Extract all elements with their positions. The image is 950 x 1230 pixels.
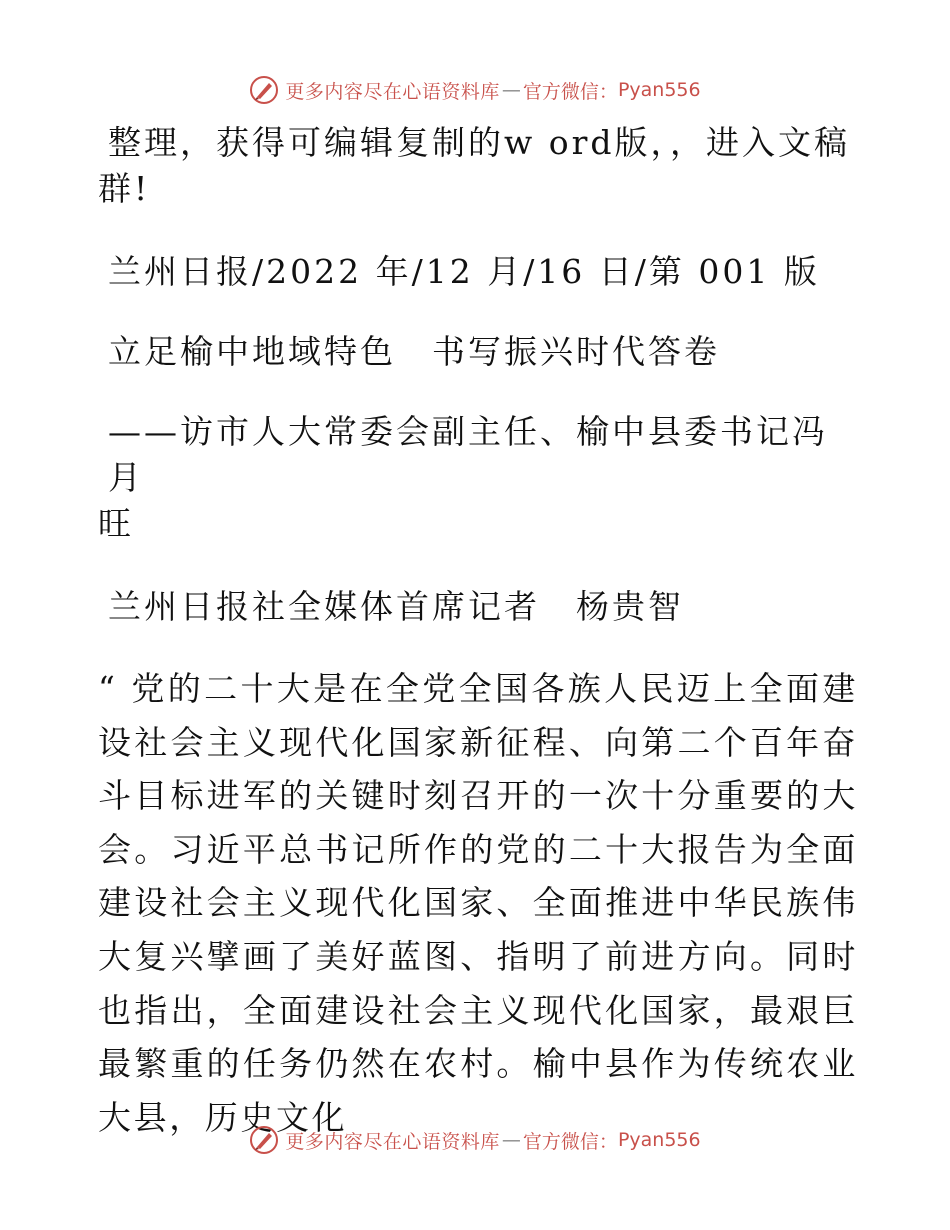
header-watermark — [0, 73, 950, 107]
watermark-sub-text: 官方微信： — [522, 80, 618, 103]
subheadline-line-1: ——访市人大常委会副主任、榆中县委书记冯月 — [108, 412, 828, 497]
watermark-main-text: 更多内容尽在心语资料库 — [285, 80, 500, 103]
headline: 立足榆中地域特色 书写振兴时代答卷 — [108, 332, 720, 371]
watermark-wechat-id: Pyan556 — [617, 1129, 701, 1151]
intro-line-2: 群! — [98, 169, 151, 208]
byline: 兰州日报社全媒体首席记者 杨贵智 — [108, 587, 684, 626]
watermark-main-text: 更多内容尽在心语资料库 — [285, 1130, 500, 1153]
watermark-wechat-id: Pyan556 — [617, 79, 701, 101]
document-page — [98, 120, 858, 1144]
quill-pen-logo-icon — [249, 75, 279, 105]
watermark-dash: — — [501, 1129, 521, 1151]
body-paragraph: “ 党的二十大是在全党全国各族人民迈上全面建设社会主义现代化国家新征程、向第二个百年奋斗目标进军的关键时刻召开的一次十分重要的大会。习近平总书记所作的党的二十大报告为全面建设社会主义现代化国家、全面推进中华民族伟大复兴擘画了美好蓝图、指明了前进方向。同时也指出，全面建设社会主义现代化国家，最艰巨最繁重的任务仍然在农村。榆中县作为传统农业大县，历史文化 — [98, 669, 858, 1137]
source-line: 兰州日报/2022 年/12 月/16 日/第 001 版 — [108, 252, 820, 291]
subheadline-line-2: 旺 — [98, 504, 134, 543]
intro-line-1: 整理，获得可编辑复制的w ord版，，进入文稿 — [108, 123, 851, 162]
footer-watermark — [0, 1123, 950, 1157]
quill-pen-logo-icon — [249, 1125, 279, 1155]
watermark-sub-text: 官方微信： — [522, 1130, 618, 1153]
watermark-dash: — — [501, 79, 521, 101]
